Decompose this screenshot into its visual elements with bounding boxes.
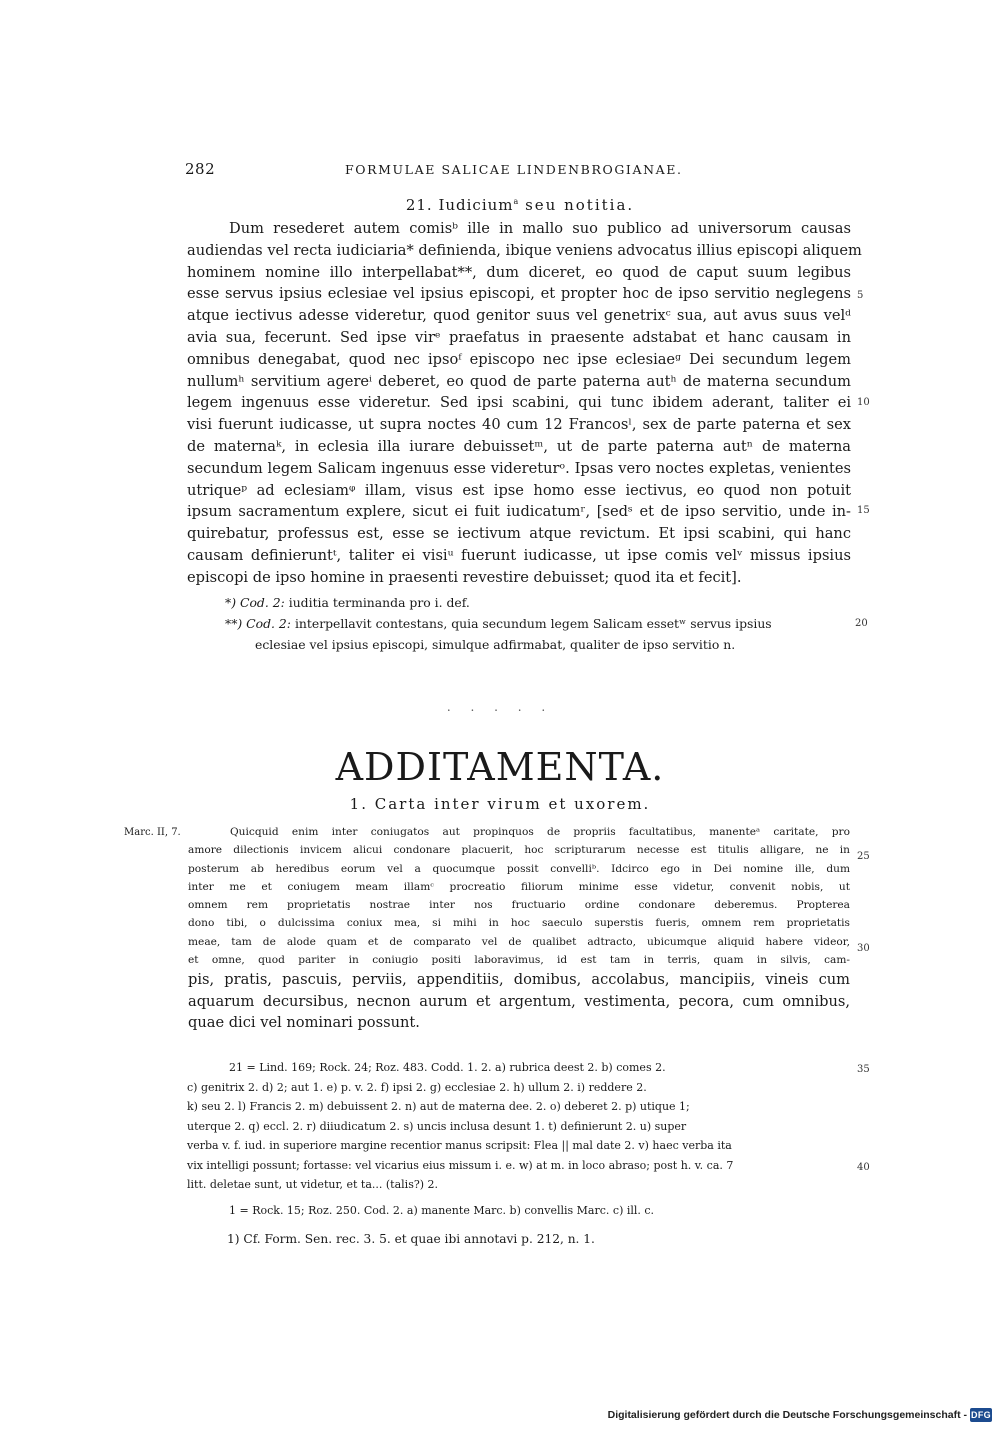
line-number: 5 [857,290,864,301]
section-title-rest: seu notitia. [525,196,635,214]
page-number: 282 [185,160,216,178]
margin-reference: Marc. II, 7. [124,827,181,838]
text-line: pis, pratis, pascuis, perviis, appenditiis, domibus, accolabus, mancipiis, vineis cum [188,971,850,989]
note-row: verba v. f. iud. in superiore margine recentior manus scripsit: Flea || mal date 2. v) haec verba ita [187,1139,732,1152]
text-line: omnibus denegabat, quod nec ipsoᶠ episcopo nec ipse eclesiaeᵍ Dei secundum legem [187,350,851,368]
line-number: 10 [857,397,870,408]
text-line: dono tibi, o dulcissima coniux mea, si mihi in hoc saeculo superstis fueris, omnem rem proprietatis [188,917,850,930]
credit-text: Digitalisierung gefördert durch die Deutsche Forschungsgemeinschaft - [607,1409,967,1421]
section-body [187,218,862,589]
line-number: 20 [855,618,868,629]
text-line: visi fuerunt iudicasse, ut supra noctes 40 cum 12 Francosˡ, sex de parte paterna et sex [187,416,851,434]
apparatus-notes [187,1058,849,1220]
dfg-logo-icon: DFG [971,1410,991,1420]
text-line: inter me et coniugem meam illamᶜ procreatio filiorum minime esse videtur, convenit nobis, ut [188,880,850,893]
text-line: avia sua, fecerunt. Sed ipse virᵉ praefatus in praesente adstabat et hanc causam in [187,328,851,346]
section-title: 21. Iudicium$^a$ seu notitia. [405,196,635,214]
note-row: 1 = Rock. 15; Roz. 250. Cod. 2. a) manente Marc. b) convellis Marc. c) ill. c. [229,1203,655,1217]
text-line: meae, tam de alode quam et de comparato vel de qualibet adtracto, ubicumque aliquid habere videor, [188,935,850,948]
text-line: ipsum sacramentum explere, sicut ei fuit iudicatumʳ, [sedˢ et de ipso servitio, unde in- [187,503,851,521]
footnote-b [225,613,865,634]
separator: . . . . . [446,700,554,714]
text-line: secundum legem Salicam ingenuus esse videreturᵒ. Ipsas vero noctes expletas, venientes [187,459,851,477]
text-line: utriqueᵖ ad eclesiamᵠ illam, visus est ipse homo esse iectivus, eo quod non potuit [187,481,851,499]
additamenta-subtitle: 1. Carta inter virum et uxorem. [349,795,651,813]
text-line: audiendas vel recta iudiciaria* definienda, ibique veniens advocatus illius episcopi aliquem [187,241,862,259]
text-line: quirebatur, professus est, esse se iectivum atque revictum. Et ipsi scabini, qui hanc [187,525,851,543]
footnote-marker: *) Cod. 2: [225,595,285,610]
line-number: 35 [857,1064,870,1075]
running-title: FORMULAE SALICAE LINDENBROGIANAE. [345,162,683,177]
text-line: posterum ab heredibus eorum vel a quocumque possit convelliᵇ. Idcirco ego in Dei nomine ille, dum [188,862,850,875]
line-number: 15 [857,505,870,516]
footnote-text: iuditia terminanda pro i. def. [288,595,470,610]
line-number: 30 [857,943,870,954]
footnote-text: interpellavit contestans, quia secundum legem Salicam essetʷ servus ipsius [294,616,772,631]
line-number: 25 [857,851,870,862]
note-row: vix intelligi possunt; fortasse: vel vicarius eius missum i. e. w) at m. in loco abraso; post h. v. ca. 7 [187,1158,734,1172]
additamenta-body [188,823,850,1034]
note-row: c) genitrix 2. d) 2; aut 1. e) p. v. 2. f) ipsi 2. g) ecclesiae 2. h) ullum 2. i) reddere 2. [187,1080,647,1094]
footnote-marker: **) Cod. 2: [225,616,291,631]
page-header [185,160,855,184]
note-row: 21 = Lind. 169; Rock. 24; Roz. 483. Codd. 1. 2. a) rubrica deest 2. b) comes 2. [229,1061,666,1074]
text-line: episcopi de ipso homine in praesenti revestire debuisset; quod ita et fecit]. [187,568,742,586]
line-number: 40 [857,1162,870,1173]
text-line: et omne, quod pariter in coniugio positi laboravimus, id est tam in terris, quam in silvis, cam- [188,954,850,967]
note-row: uterque 2. q) eccl. 2. r) diiudicatum 2. s) uncis inclusa desunt 1. t) definierunt 2. u) super [187,1119,687,1133]
additamenta-title: ADDITAMENTA. [335,745,665,789]
text-line: omnem rem proprietatis nostrae inter nos fructuario ordine condonare deberemus. Propterea [188,899,850,912]
footnote-a [225,592,865,613]
note-row: litt. deletae sunt, ut videtur, et ta... (talis?) 2. [187,1178,439,1191]
text-line: Dum resederet autem comisᵇ ille in mallo suo publico ad universorum causas [229,220,851,237]
text-line: atque iectivus adesse videretur, quod genitor suus vel genetrixᶜ sua, aut avus suus velᵈ [187,307,851,325]
text-line: quae dici vel nominari possunt. [188,1014,420,1032]
text-line: esse servus ipsius eclesiae vel ipsius episcopi, et propter hoc de ipso servitio neglegens [187,285,851,303]
text-line: amore dilectionis invicem alicui condonare placuerit, hoc scripturarum necesse est titulis alligare, ne in [188,844,850,857]
digitization-credit [608,1406,992,1424]
footnote-b-continued: eclesiae vel ipsius episcopi, simulque adfirmabat, qualiter de ipso servitio n. [255,637,736,652]
text-line: Quicquid enim inter coniugatos aut propinquos de propriis facultatibus, manenteᵃ caritate, pro [230,826,850,838]
page-footnote: 1) Cf. Form. Sen. rec. 3. 5. et quae ibi annotavi p. 212, n. 1. [227,1232,595,1246]
section-footnotes [225,592,865,655]
text-line: aquarum decursibus, necnon aurum et argentum, vestimenta, pecora, cum omnibus, [188,992,850,1010]
section-title-main: 21. Iudicium [405,196,514,214]
note-row: k) seu 2. l) Francis 2. m) debuissent 2. n) aut de materna dee. 2. o) deberet 2. p) utique 1; [187,1100,690,1113]
text-line: causam definieruntᵗ, taliter ei visiᵘ fuerunt iudicasse, ut ipse comis velᵛ missus ipsius [187,546,851,564]
text-line: legem ingenuus esse videretur. Sed ipsi scabini, qui tunc ibidem aderant, taliter ei [187,394,851,412]
text-line: nullumʰ servitium agereⁱ deberet, eo quod de parte paterna autʰ de materna secundum [187,372,851,390]
text-line: de maternaᵏ, in eclesia illa iurare debuissetᵐ, ut de parte paterna autⁿ de materna [187,437,851,455]
text-line: hominem nomine illo interpellabat**, dum diceret, eo quod de caput suum legibus [187,263,851,281]
